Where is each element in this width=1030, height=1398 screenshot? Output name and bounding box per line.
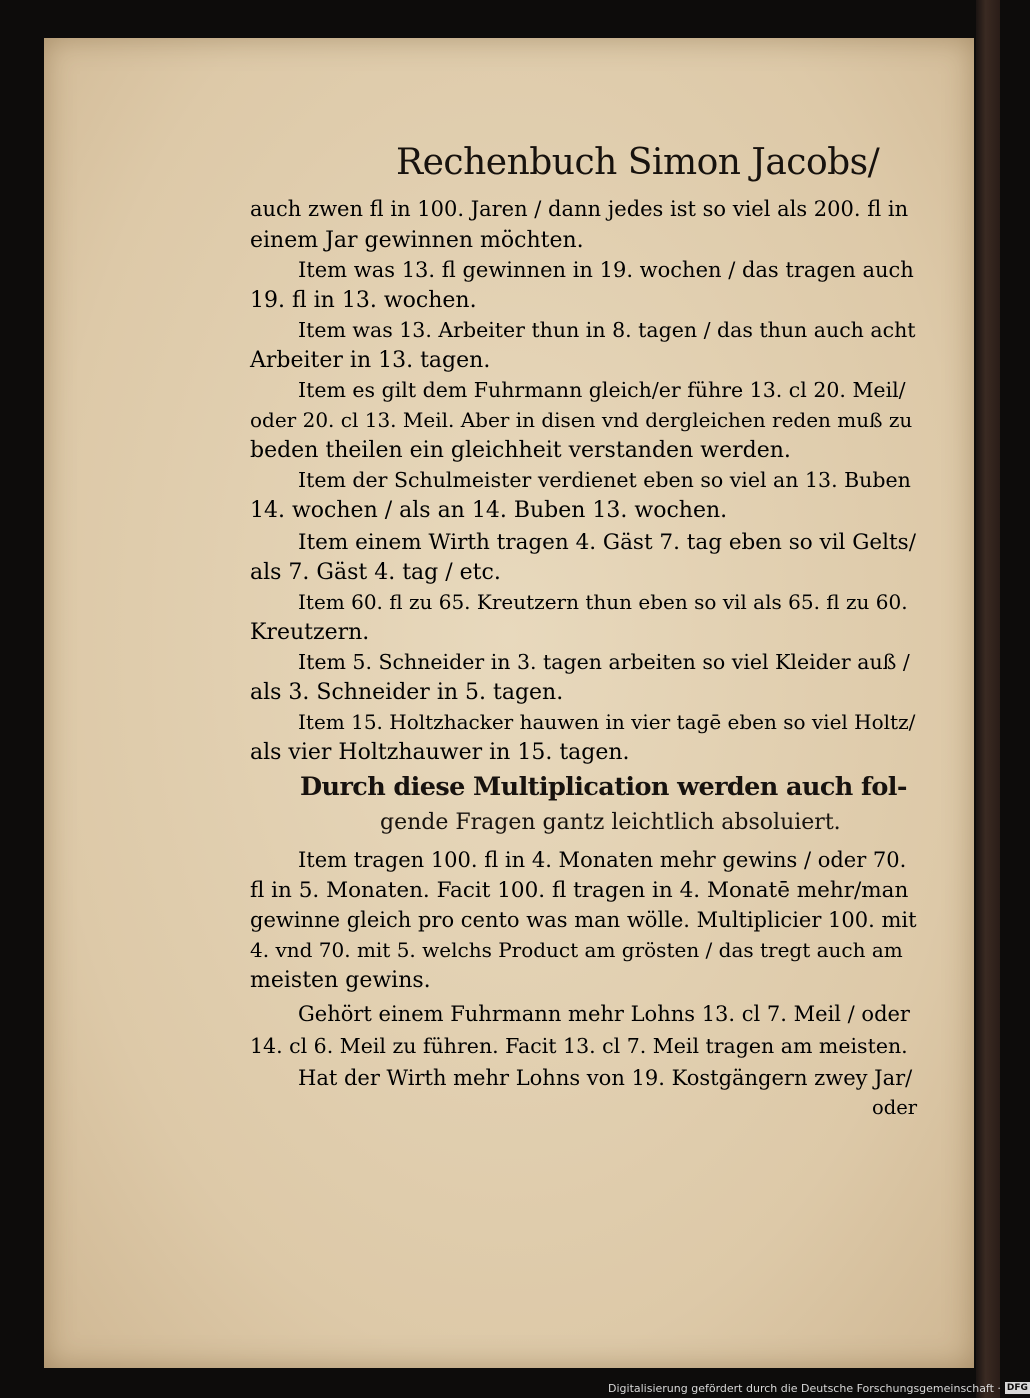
text-line: auch zwen fl in 100. Jaren / dann jedes ist so viel als 200. fl in <box>250 197 909 221</box>
text-line: Item 5. Schneider in 3. tagen arbeiten so viel Kleider auß / <box>298 650 910 674</box>
text-line: Item tragen 100. fl in 4. Monaten mehr gewins / oder 70. <box>298 848 907 872</box>
section-heading: Durch diese Multiplication werden auch fol- <box>300 772 907 802</box>
section-heading-continuation: gende Fragen gantz leichtlich absoluiert. <box>380 810 841 835</box>
text-line: 19. fl in 13. wochen. <box>250 288 477 313</box>
text-line: Item 15. Holtzhacker hauwen in vier tagē eben so viel Holtz/ <box>298 710 916 734</box>
text-line: als 3. Schneider in 5. tagen. <box>250 680 564 705</box>
text-line: Item was 13. fl gewinnen in 19. wochen / das tragen auch <box>298 258 914 282</box>
dfg-logo-icon: DFG <box>1006 1383 1028 1393</box>
text-line: Hat der Wirth mehr Lohns von 19. Kostgängern zwey Jar/ <box>298 1066 913 1090</box>
text-line: fl in 5. Monaten. Facit 100. fl tragen in 4. Monatē mehr/man <box>250 878 909 903</box>
text-line: Item es gilt dem Fuhrmann gleich/er führe 13. cl 20. Meil/ <box>298 378 906 402</box>
text-line: oder 20. cl 13. Meil. Aber in disen vnd dergleichen reden muß zu <box>250 408 913 432</box>
catchword: oder <box>872 1096 918 1119</box>
text-line: 14. cl 6. Meil zu führen. Facit 13. cl 7. Meil tragen am meisten. <box>250 1034 908 1058</box>
credit-text: Digitalisierung gefördert durch die Deutsche Forschungsgemeinschaft · <box>608 1381 1001 1395</box>
book-spine <box>976 0 1000 1398</box>
text-line: Gehört einem Fuhrmann mehr Lohns 13. cl 7. Meil / oder <box>298 1002 910 1026</box>
text-line: Kreutzern. <box>250 620 370 645</box>
digitization-credit <box>608 1380 1030 1396</box>
text-line: Arbeiter in 13. tagen. <box>250 348 491 373</box>
text-line: als 7. Gäst 4. tag / etc. <box>250 560 501 585</box>
text-line: gewinne gleich pro cento was man wölle. Multiplicier 100. mit <box>250 908 917 932</box>
text-line: als vier Holtzhauwer in 15. tagen. <box>250 740 630 765</box>
text-line: 14. wochen / als an 14. Buben 13. wochen. <box>250 498 728 523</box>
text-line: Item der Schulmeister verdienet eben so viel an 13. Buben <box>298 468 911 492</box>
text-line: Item 60. fl zu 65. Kreutzern thun eben so vil als 65. fl zu 60. <box>298 590 908 614</box>
text-line: Item was 13. Arbeiter thun in 8. tagen / das thun auch acht <box>298 318 916 342</box>
running-header: Rechenbuch Simon Jacobs/ <box>396 142 880 183</box>
text-line: meisten gewins. <box>250 968 431 993</box>
text-line: beden theilen ein gleichheit verstanden werden. <box>250 438 791 463</box>
text-line: 4. vnd 70. mit 5. welchs Product am grösten / das tregt auch am <box>250 938 903 962</box>
text-line: Item einem Wirth tragen 4. Gäst 7. tag eben so vil Gelts/ <box>298 530 916 555</box>
text-line: einem Jar gewinnen möchten. <box>250 228 584 253</box>
